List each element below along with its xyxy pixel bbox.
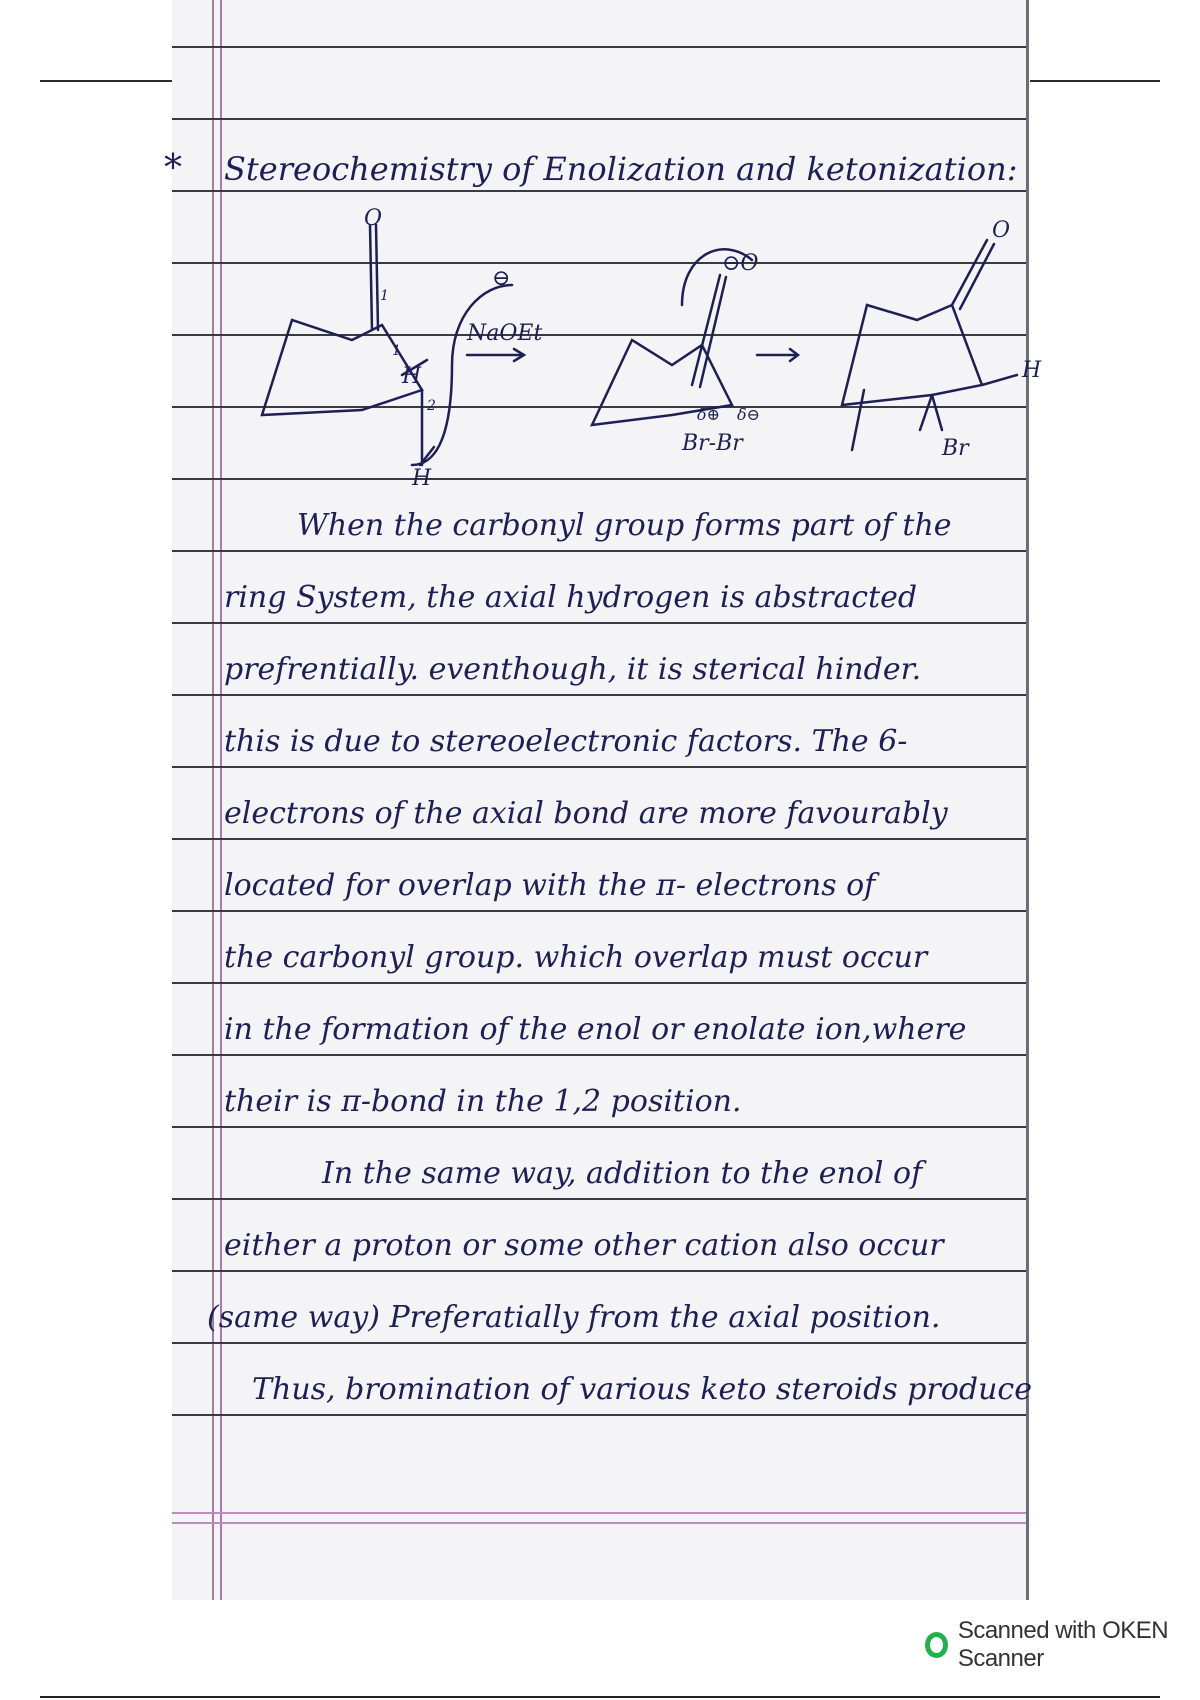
rule-line	[172, 838, 1026, 840]
scanner-watermark	[925, 1617, 1200, 1672]
scanner-logo-icon	[925, 1632, 948, 1658]
rule-line	[172, 46, 1026, 48]
rule-line	[172, 1414, 1026, 1416]
bullet-star: *	[164, 148, 182, 189]
rule-line	[172, 910, 1026, 912]
text-line: In the same way, addition to the enol of	[322, 1156, 923, 1191]
text-line: their is π-bond in the 1,2 position.	[224, 1084, 742, 1119]
label-delta-minus: δ⊖	[737, 405, 761, 424]
text-line: ring System, the axial hydrogen is abstracted	[224, 580, 918, 615]
reaction-diagram	[252, 206, 1042, 495]
text-line: When the carbonyl group forms part of the	[297, 508, 952, 543]
text-line: electrons of the axial bond are more favourably	[224, 796, 948, 831]
label-o-minus: ⊖O	[722, 251, 759, 276]
text-line: (same way) Preferatially from the axial position.	[207, 1300, 941, 1335]
label-2: 2	[427, 398, 436, 414]
label-delta-plus: δ⊕	[697, 405, 721, 424]
label-br: Br	[942, 436, 969, 461]
rule-line	[172, 190, 1026, 192]
margin-line-2	[220, 0, 222, 1600]
rule-line	[172, 1054, 1026, 1056]
reagent-charge: ⊖	[492, 266, 511, 291]
text-line: either a proton or some other cation also occur	[224, 1228, 944, 1263]
label-1a: 1	[380, 288, 389, 304]
rule-line	[172, 1342, 1026, 1344]
text-line: in the formation of the enol or enolate ion,where	[224, 1012, 967, 1047]
label-h-b: H	[1022, 358, 1042, 383]
text-line: prefrentially. eventhough, it is sterical hinder.	[224, 652, 922, 687]
label-h-c: H	[412, 466, 432, 491]
bottom-pink-line-2	[172, 1522, 1026, 1524]
label-br-br: Br-Br	[682, 431, 743, 456]
text-line: located for overlap with the π- electrons of	[224, 868, 876, 903]
reagent-label: NaOEt	[467, 321, 543, 346]
notebook-page	[164, 0, 1042, 1600]
label-1b: 1	[392, 343, 401, 359]
margin-line	[212, 0, 214, 1600]
rule-line	[172, 694, 1026, 696]
label-o: O	[364, 206, 383, 231]
page-heading: Stereochemistry of Enolization and ketonization:	[224, 150, 1018, 188]
rule-line	[172, 1270, 1026, 1272]
text-line: this is due to stereoelectronic factors. The 6-	[224, 724, 908, 759]
scanner-text: Scanned with OKEN Scanner	[957, 1617, 1169, 1672]
bottom-rule	[40, 1696, 1160, 1698]
rule-line	[172, 1126, 1026, 1128]
rule-line	[172, 118, 1026, 120]
top-right-rule	[1030, 80, 1160, 82]
rule-line	[172, 550, 1026, 552]
rule-line	[172, 1198, 1026, 1200]
rule-line	[172, 982, 1026, 984]
rule-line	[172, 766, 1026, 768]
label-h-a: H	[402, 364, 422, 389]
text-line: Thus, bromination of various keto steroids produce	[252, 1372, 1032, 1407]
rule-line	[172, 622, 1026, 624]
text-line: the carbonyl group. which overlap must occur	[224, 940, 928, 975]
label-o-ketone: O	[992, 218, 1011, 243]
bottom-pink-line	[172, 1512, 1026, 1514]
top-left-rule	[40, 80, 172, 82]
